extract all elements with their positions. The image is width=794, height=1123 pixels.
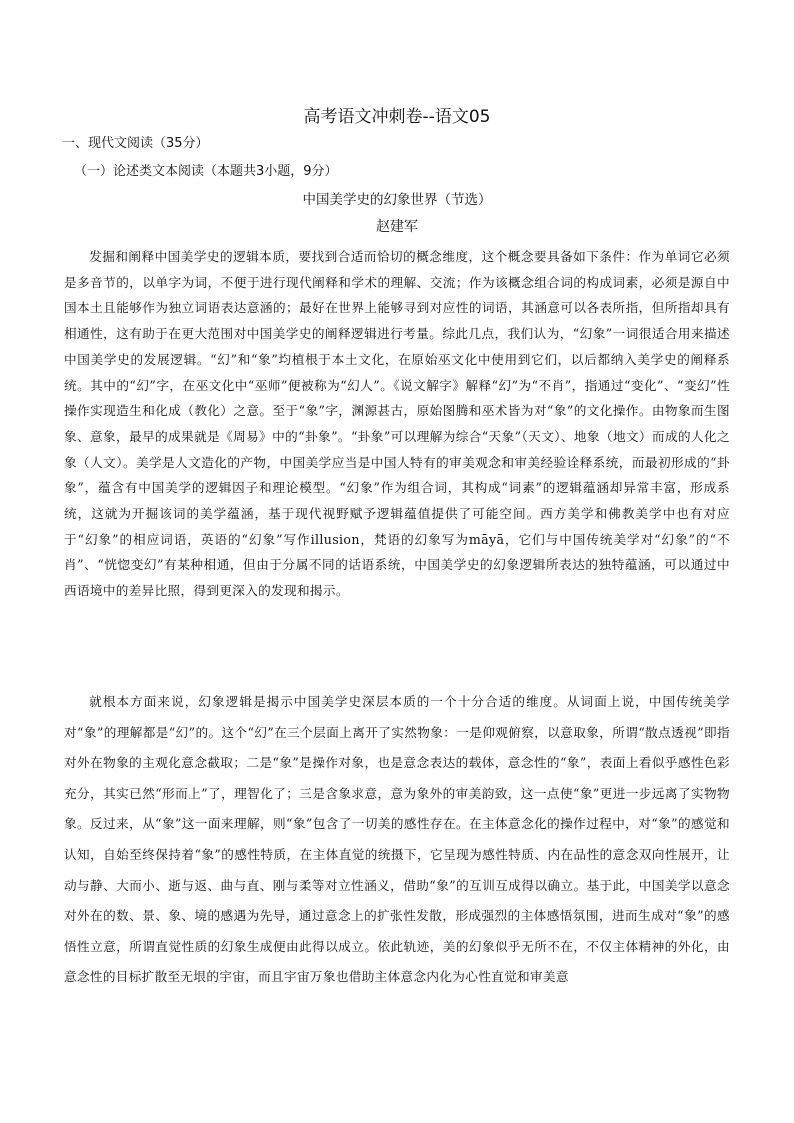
section-heading-modern-reading: 一、现代文阅读（35分） [62,136,209,151]
article-paragraph: 就根本方面来说，幻象逻辑是揭示中国美学史深层本质的一个十分合适的维度。从词面上说，中国传统美学对“象”的理解都是“幻”的。这个“幻”在三个层面上离开了实然物象：一是仰观俯察，以意取象，所谓“散点透视”即指对外在物象的主观化意念截取；二是“象”是操作对象，也是意念表达的载体，意念性的“象”，表面上看似乎感性色彩充分，其实已然“形而上”了，理智化了；三是含象求意，意为象外的审美韵致，这一点使“象”更进一步远离了实物物象。反过来，从“象”这一面来理解，则“象”包含了一切美的感性存在。在主体意念化的操作过程中，对“象”的感觉和认知，自始至终保持着“象”的感性特质，在主体直觉的统摄下，它呈现为感性特质、内在品性的意念双向性展开，让动与静、大而小、逝与返、曲与直、刚与柔等对立性涵义，借助“象”的互训互成得以确立。基于此，中国美学以意念对外在的数、景、象、境的感遇为先导，通过意念上的扩张性发散，形成强烈的主体感悟氛围，进而生成对“象”的感悟性立意，所谓直觉性质的幻象生成便由此得以成立。依此轨迹，美的幻象似乎无所不在，不仅主体精神的外化，由意念性的目标扩散至无垠的宇宙，而且宇宙万象也借助主体意念内化为心性直觉和审美意 [64,694,730,985]
article-title: 中国美学史的幻象世界（节选） [302,192,492,208]
page-title: 高考语文冲刺卷--语文05 [303,107,491,127]
article-paragraph: 发掘和阐释中国美学史的逻辑本质，要找到合适而恰切的概念维度，这个概念要具备如下条件：作为单词它必须是多音节的，以单字为词，不便于进行现代阐释和学术的理解、交流；作为该概念组合词的构成词素，必须是源自中国本土且能够作为独立词语表达意涵的；最好在世界上能够寻到对应性的词语，其涵意可以各表所指，但所指却具有相通性，这有助于在更大范围对中国美学史的阐释逻辑进行考量。综此几点，我们认为，“幻象”一词很适合用来描述中国美学史的发展逻辑。“幻”和“象”均植根于本土文化，在原始巫文化中使用到它们，以后都纳入美学史的阐释系统。其中的“幻”字，在巫文化中“巫师”便被称为“幻人”。《说文解字》解释“幻”为“不肖”，指通过“变化”、“变幻”性操作实现造生和化成（教化）之意。至于“象”字，渊源甚古，原始图腾和巫术皆为对“象”的文化操作。由物象而生图象、意象，最早的成果就是《周易》中的“卦象”。“卦象”可以理解为综合“天象”（天文）、地象（地文）而成的人化之象（人文）。美学是人文造化的产物，中国美学应当是中国人特有的审美观念和审美经验诠释系统，而最初形成的“卦象”，蕴含有中国美学的逻辑因子和理论模型。“幻象”作为组合词，其构成“词素”的逻辑蕴涵却异常丰富，形成系统，这就为开掘该词的美学蕴涵，基于现代视野赋予逻辑蕴值提供了可能空间。西方美学和佛教美学中也有对应于“幻象”的相应词语，英语的“幻象”写作illusion，梵语的幻象写为māyā，它们与中国传统美学对“幻象”的“不肖”、“恍惚变幻”有某种相通，但由于分属不同的话语系统，中国美学史的幻象逻辑所表达的独特蕴涵，可以通过中西语境中的差异比照，得到更深入的发现和揭示。 [64,249,730,599]
article-author: 赵建军 [376,219,418,235]
subsection-heading-argumentative-reading: （一）论述类文本阅读（本题共3小题，9分） [74,164,338,179]
